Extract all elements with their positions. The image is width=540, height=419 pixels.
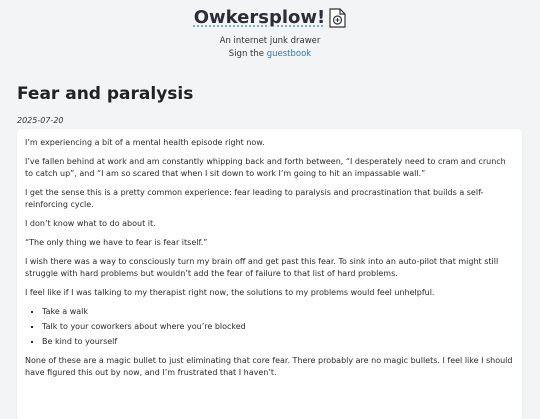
post-paragraph: None of these are a magic bullet to just eliminating that core fear. There probably are no magic bullets. I feel like I should have figured this out by now, and I’m frustrated that I haven’t.: [25, 356, 513, 377]
post-card: [17, 129, 522, 419]
guestbook-prefix: Sign the: [228, 49, 267, 59]
post-paragraph: I’ve fallen behind at work and am constantly whipping back and forth between, “I desperately need to cram and crunch to catch up”, and “I am so scared that when I sit down to work I’m going to hit an impassable wall.”: [25, 157, 506, 178]
guestbook-link[interactable]: guestbook: [266, 49, 312, 59]
list-item: ▪ Talk to your coworkers about where you’re blocked: [42, 321, 514, 333]
post-body: [17, 129, 522, 379]
post-quote: “The only thing we have to fear is fear itself.”: [25, 238, 208, 247]
site-tagline: An internet junk drawer: [219, 36, 321, 46]
post-title: Fear and paralysis: [17, 84, 194, 104]
suggestion-list: [25, 306, 514, 348]
junk-drawer-icon: [329, 8, 346, 28]
list-item: ▪ Take a walk: [42, 306, 514, 318]
guestbook-line: [0, 49, 540, 59]
post-paragraph: I don’t know what to do about it.: [25, 219, 156, 228]
post-paragraph: I feel like if I was talking to my therapist right now, the solutions to my problems would feel unhelpful.: [25, 288, 435, 297]
list-item: ▪ Be kind to yourself: [42, 336, 514, 348]
post-paragraph: I’m experiencing a bit of a mental health episode right now.: [25, 138, 265, 147]
site-title-row: [194, 7, 346, 28]
post-paragraph: I get the sense this is a pretty common experience: fear leading to paralysis and procrastination that builds a self-reinforcing cycle.: [25, 188, 484, 209]
site-header: [0, 0, 540, 59]
site-title-link[interactable]: Owkersplow!: [193, 7, 326, 28]
post-paragraph: I wish there was a way to consciously turn my brain off and get past this fear. To sink into an auto-pilot that might still struggle with hard problems but wouldn’t add the fear of failure to that list of hard problems.: [25, 257, 499, 278]
post-date: 2025-07-20: [17, 116, 64, 125]
